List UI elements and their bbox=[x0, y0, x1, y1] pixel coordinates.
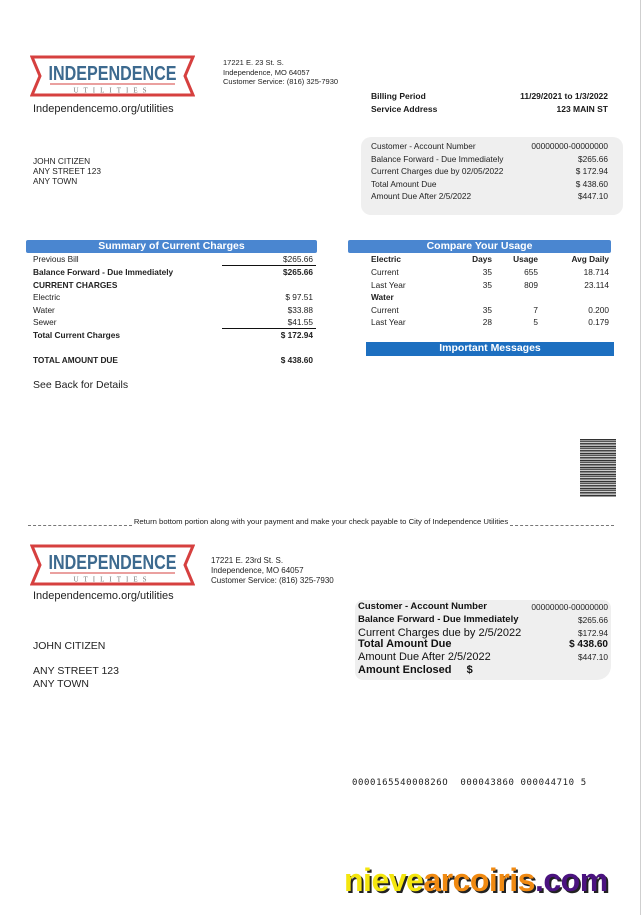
stub-amount-due-after-row bbox=[358, 651, 608, 664]
summary-row-previous-bill bbox=[33, 253, 313, 266]
svg-text:INDEPENDENCE: INDEPENDENCE bbox=[48, 552, 177, 574]
website-link[interactable]: Independencemo.org/utilities bbox=[33, 103, 174, 115]
customer-address bbox=[33, 156, 101, 186]
avg-daily: 0.179 bbox=[588, 317, 609, 327]
total-due-row bbox=[371, 178, 608, 191]
customer-street: ANY STREET 123 bbox=[33, 665, 119, 677]
stub-customer-name: JOHN CITIZEN bbox=[33, 640, 106, 652]
watermark-part: nieve bbox=[344, 862, 424, 898]
watermark bbox=[344, 862, 608, 899]
days: 35 bbox=[482, 280, 492, 290]
stub-website-link[interactable]: Independencemo.org/utilities bbox=[33, 590, 174, 602]
row-value: $ 172.94 bbox=[575, 166, 608, 176]
row-value: $172.94 bbox=[578, 627, 608, 638]
service-address-value: 123 MAIN ST bbox=[556, 104, 608, 114]
svg-text:UTILITIES: UTILITIES bbox=[73, 86, 152, 95]
row-value: $447.10 bbox=[578, 651, 608, 662]
row-label: Balance Forward - Due Immediately bbox=[358, 613, 519, 625]
account-number: 00000000-00000000 bbox=[531, 602, 608, 612]
row-value: $41.55 bbox=[287, 317, 313, 327]
row-label: Sewer bbox=[33, 317, 57, 327]
usage: 7 bbox=[533, 305, 538, 315]
service-address-label: Service Address bbox=[371, 104, 438, 114]
account-number-row bbox=[371, 140, 608, 153]
stub-balance-forward-row bbox=[358, 614, 608, 627]
amount-enclosed-row bbox=[358, 664, 608, 677]
address-line: Independence, MO 64057 bbox=[223, 67, 310, 77]
row-label: Amount Due After 2/5/2022 bbox=[358, 650, 491, 663]
row-label: TOTAL AMOUNT DUE bbox=[33, 355, 118, 365]
utility-address bbox=[223, 58, 338, 87]
row-label: Total Current Charges bbox=[33, 330, 120, 340]
row-value: $447.10 bbox=[578, 191, 608, 201]
important-messages-header: Important Messages bbox=[366, 342, 614, 356]
row-label: Total Amount Due bbox=[358, 638, 452, 651]
barcode bbox=[580, 439, 616, 497]
usage: 809 bbox=[524, 280, 538, 290]
stub-account-number-row bbox=[358, 601, 608, 614]
avg-daily: 23.114 bbox=[584, 280, 609, 290]
summary-row-electric bbox=[33, 291, 313, 304]
customer-service-phone: Customer Service: (816) 325-7930 bbox=[211, 576, 334, 585]
summary-row-total-amount-due bbox=[33, 354, 313, 367]
row-label: Previous Bill bbox=[33, 254, 79, 264]
row-value: $265.66 bbox=[578, 153, 608, 164]
account-number: 00000000-00000000 bbox=[531, 141, 608, 151]
summary-row-sewer bbox=[33, 316, 313, 329]
row-value: $ 438.60 bbox=[280, 355, 313, 365]
tear-line bbox=[28, 517, 614, 526]
days: 35 bbox=[482, 267, 492, 277]
electric-label: Electric bbox=[371, 254, 401, 264]
row-label: Total Amount Due bbox=[371, 178, 437, 189]
col-usage: Usage bbox=[513, 254, 538, 264]
row-value: $ 97.51 bbox=[285, 292, 313, 302]
row-label: Balance Forward - Due Immediately bbox=[33, 267, 174, 277]
billing-info bbox=[371, 90, 608, 116]
account-summary-rows bbox=[371, 140, 608, 203]
amount-enclosed-input[interactable]: $ bbox=[466, 663, 473, 676]
row-label: Current bbox=[371, 305, 399, 315]
row-value: $ 172.94 bbox=[280, 330, 313, 340]
see-back-note: See Back for Details bbox=[33, 379, 129, 391]
customer-street: ANY STREET 123 bbox=[33, 166, 101, 176]
dashed-line bbox=[28, 525, 132, 526]
watermark-part: .com bbox=[534, 862, 608, 898]
svg-text:INDEPENDENCE: INDEPENDENCE bbox=[48, 63, 177, 85]
row-value: $265.66 bbox=[283, 254, 313, 264]
row-label: Current Charges due by 02/05/2022 bbox=[371, 166, 504, 176]
summary-row-total-current bbox=[33, 329, 313, 342]
days: 28 bbox=[482, 317, 492, 327]
row-label: Current bbox=[371, 267, 399, 277]
dashed-line bbox=[510, 525, 614, 526]
row-label: Water bbox=[33, 305, 55, 315]
page-edge bbox=[640, 0, 641, 915]
row-label: Balance Forward - Due Immediately bbox=[371, 153, 504, 164]
customer-name: JOHN CITIZEN bbox=[33, 156, 91, 166]
row-label: Electric bbox=[33, 292, 61, 302]
address-line: 17221 E. 23rd St. S. bbox=[211, 556, 284, 565]
row-value: $ 438.60 bbox=[575, 178, 608, 189]
independence-utilities-logo bbox=[30, 544, 195, 586]
row-label: Current Charges due by 2/5/2022 bbox=[358, 626, 522, 639]
independence-utilities-logo bbox=[30, 55, 195, 97]
watermark-part: arcoiris bbox=[423, 862, 535, 898]
avg-daily: 0.200 bbox=[588, 305, 609, 315]
row-label: Amount Due After 2/5/2022 bbox=[371, 191, 472, 201]
balance-forward-row bbox=[371, 153, 608, 166]
summary-header: Summary of Current Charges bbox=[26, 240, 317, 253]
stub-customer-address bbox=[33, 665, 119, 690]
customer-town: ANY TOWN bbox=[33, 677, 90, 690]
days: 35 bbox=[482, 305, 492, 315]
return-instructions: Return bottom portion along with your payment and make your check payable to City of Independence Utilities bbox=[133, 517, 509, 526]
summary-row-water bbox=[33, 304, 313, 317]
row-label: Customer - Account Number bbox=[358, 601, 487, 612]
row-value: $265.66 bbox=[283, 267, 313, 277]
address-line: 17221 E. 23 St. S. bbox=[223, 58, 284, 67]
row-label: Customer - Account Number bbox=[371, 141, 476, 151]
customer-town: ANY TOWN bbox=[33, 176, 78, 186]
row-value: $265.66 bbox=[578, 614, 608, 625]
summary-row-balance-forward bbox=[33, 266, 313, 279]
row-value: $ 438.60 bbox=[569, 639, 608, 651]
water-label: Water bbox=[371, 292, 394, 302]
avg-daily: 18.714 bbox=[583, 267, 609, 277]
ocr-scan-line: 000016554000826O 000043860 000044710 5 bbox=[352, 778, 587, 788]
row-label: CURRENT CHARGES bbox=[33, 280, 118, 290]
usage: 5 bbox=[533, 317, 538, 327]
row-label: Last Year bbox=[371, 280, 406, 290]
col-avg-daily: Avg Daily bbox=[571, 254, 609, 264]
stub-payment-rows bbox=[358, 601, 608, 676]
amount-enclosed-label: Amount Enclosed bbox=[358, 663, 452, 676]
usage-header: Compare Your Usage bbox=[348, 240, 611, 253]
row-value: $33.88 bbox=[287, 305, 313, 315]
current-charges-row bbox=[371, 165, 608, 178]
summary-row-current-charges-heading bbox=[33, 279, 313, 292]
billing-period-value: 11/29/2021 to 1/3/2022 bbox=[520, 91, 608, 101]
row-label: Last Year bbox=[371, 317, 406, 327]
address-line: Independence, MO 64057 bbox=[211, 566, 304, 575]
stub-total-due-row bbox=[358, 639, 608, 651]
col-days: Days bbox=[472, 254, 492, 264]
customer-service-phone: Customer Service: (816) 325-7930 bbox=[223, 77, 339, 86]
usage: 655 bbox=[524, 267, 538, 277]
billing-period-label: Billing Period bbox=[371, 91, 426, 101]
stub-utility-address bbox=[211, 556, 334, 586]
amount-due-after-row bbox=[371, 190, 608, 203]
svg-text:UTILITIES: UTILITIES bbox=[73, 575, 152, 584]
